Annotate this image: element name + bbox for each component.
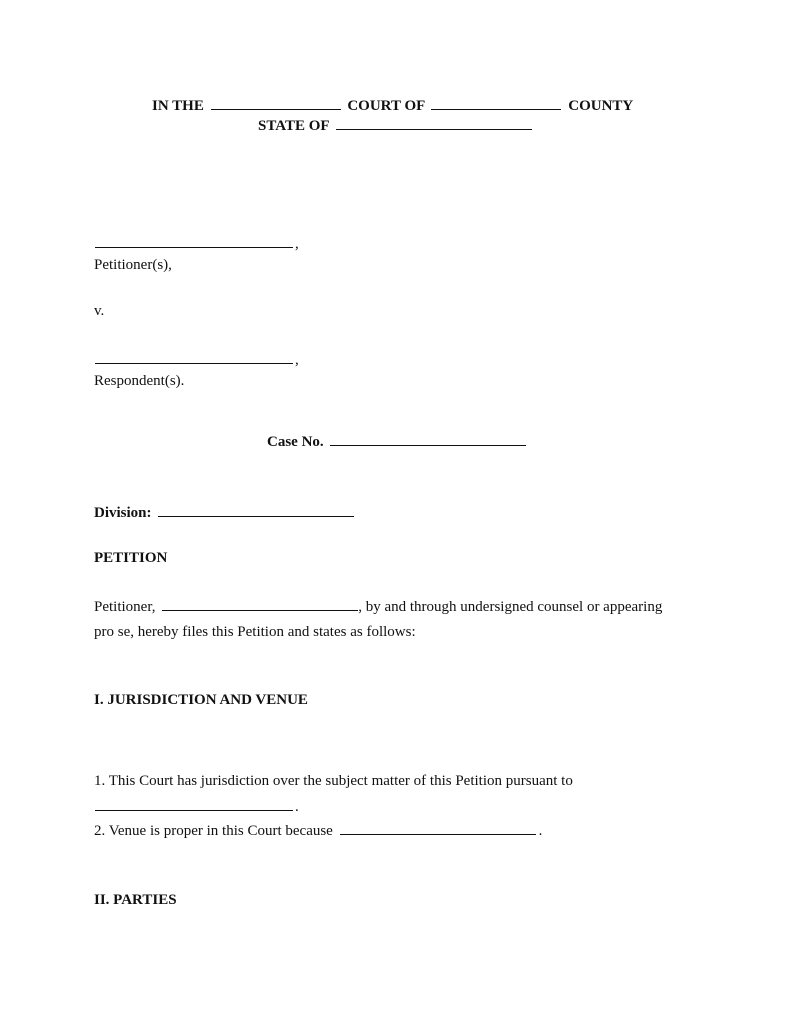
petitioner-intro-blank[interactable] bbox=[162, 597, 358, 611]
caption-court-of: COURT OF bbox=[347, 98, 425, 114]
respondent-label: Respondent(s). bbox=[94, 373, 185, 389]
petitioner-comma: , bbox=[295, 236, 299, 252]
division-label: Division: bbox=[94, 505, 152, 521]
county-name-blank[interactable] bbox=[431, 96, 561, 110]
state-name-blank[interactable] bbox=[336, 116, 532, 130]
respondent-name-line bbox=[95, 350, 299, 369]
section-1-heading: I. JURISDICTION AND VENUE bbox=[94, 692, 308, 708]
venue-item-2 bbox=[94, 821, 542, 840]
petition-intro-line-1 bbox=[94, 597, 662, 616]
venue-reason-blank[interactable] bbox=[340, 821, 536, 835]
court-name-blank[interactable] bbox=[211, 96, 341, 110]
petition-intro-line-2: pro se, hereby files this Petition and states as follows: bbox=[94, 624, 416, 640]
case-no-blank[interactable] bbox=[330, 432, 526, 446]
versus-label: v. bbox=[94, 303, 105, 319]
venue-item-2-period: . bbox=[538, 823, 543, 839]
caption-state-of: STATE OF bbox=[258, 118, 329, 134]
caption-line-2 bbox=[258, 116, 532, 135]
jurisdiction-statute-blank[interactable] bbox=[95, 797, 293, 811]
jurisdiction-item-1-continuation bbox=[95, 797, 299, 816]
division-blank[interactable] bbox=[158, 503, 354, 517]
respondent-comma: , bbox=[295, 352, 299, 368]
section-2-heading: II. PARTIES bbox=[94, 892, 177, 908]
jurisdiction-item-1: 1. This Court has jurisdiction over the subject matter of this Petition pursuant to bbox=[94, 773, 573, 789]
caption-line-1 bbox=[152, 96, 633, 115]
petition-intro-suffix: , by and through undersigned counsel or appearing bbox=[358, 599, 663, 615]
jurisdiction-item-1-period: . bbox=[295, 799, 299, 815]
petitioner-name-line bbox=[95, 234, 299, 253]
caption-county: COUNTY bbox=[568, 98, 634, 114]
caption-in-the: IN THE bbox=[152, 98, 204, 114]
petition-heading: PETITION bbox=[94, 550, 168, 566]
respondent-name-blank[interactable] bbox=[95, 350, 293, 364]
petitioner-name-blank[interactable] bbox=[95, 234, 293, 248]
petition-intro-prefix: Petitioner, bbox=[94, 599, 156, 615]
case-no-label: Case No. bbox=[267, 434, 324, 450]
case-no-line bbox=[267, 432, 526, 451]
petitioner-label: Petitioner(s), bbox=[94, 257, 172, 273]
division-line bbox=[94, 503, 354, 522]
venue-item-2-text: 2. Venue is proper in this Court because bbox=[94, 823, 333, 839]
